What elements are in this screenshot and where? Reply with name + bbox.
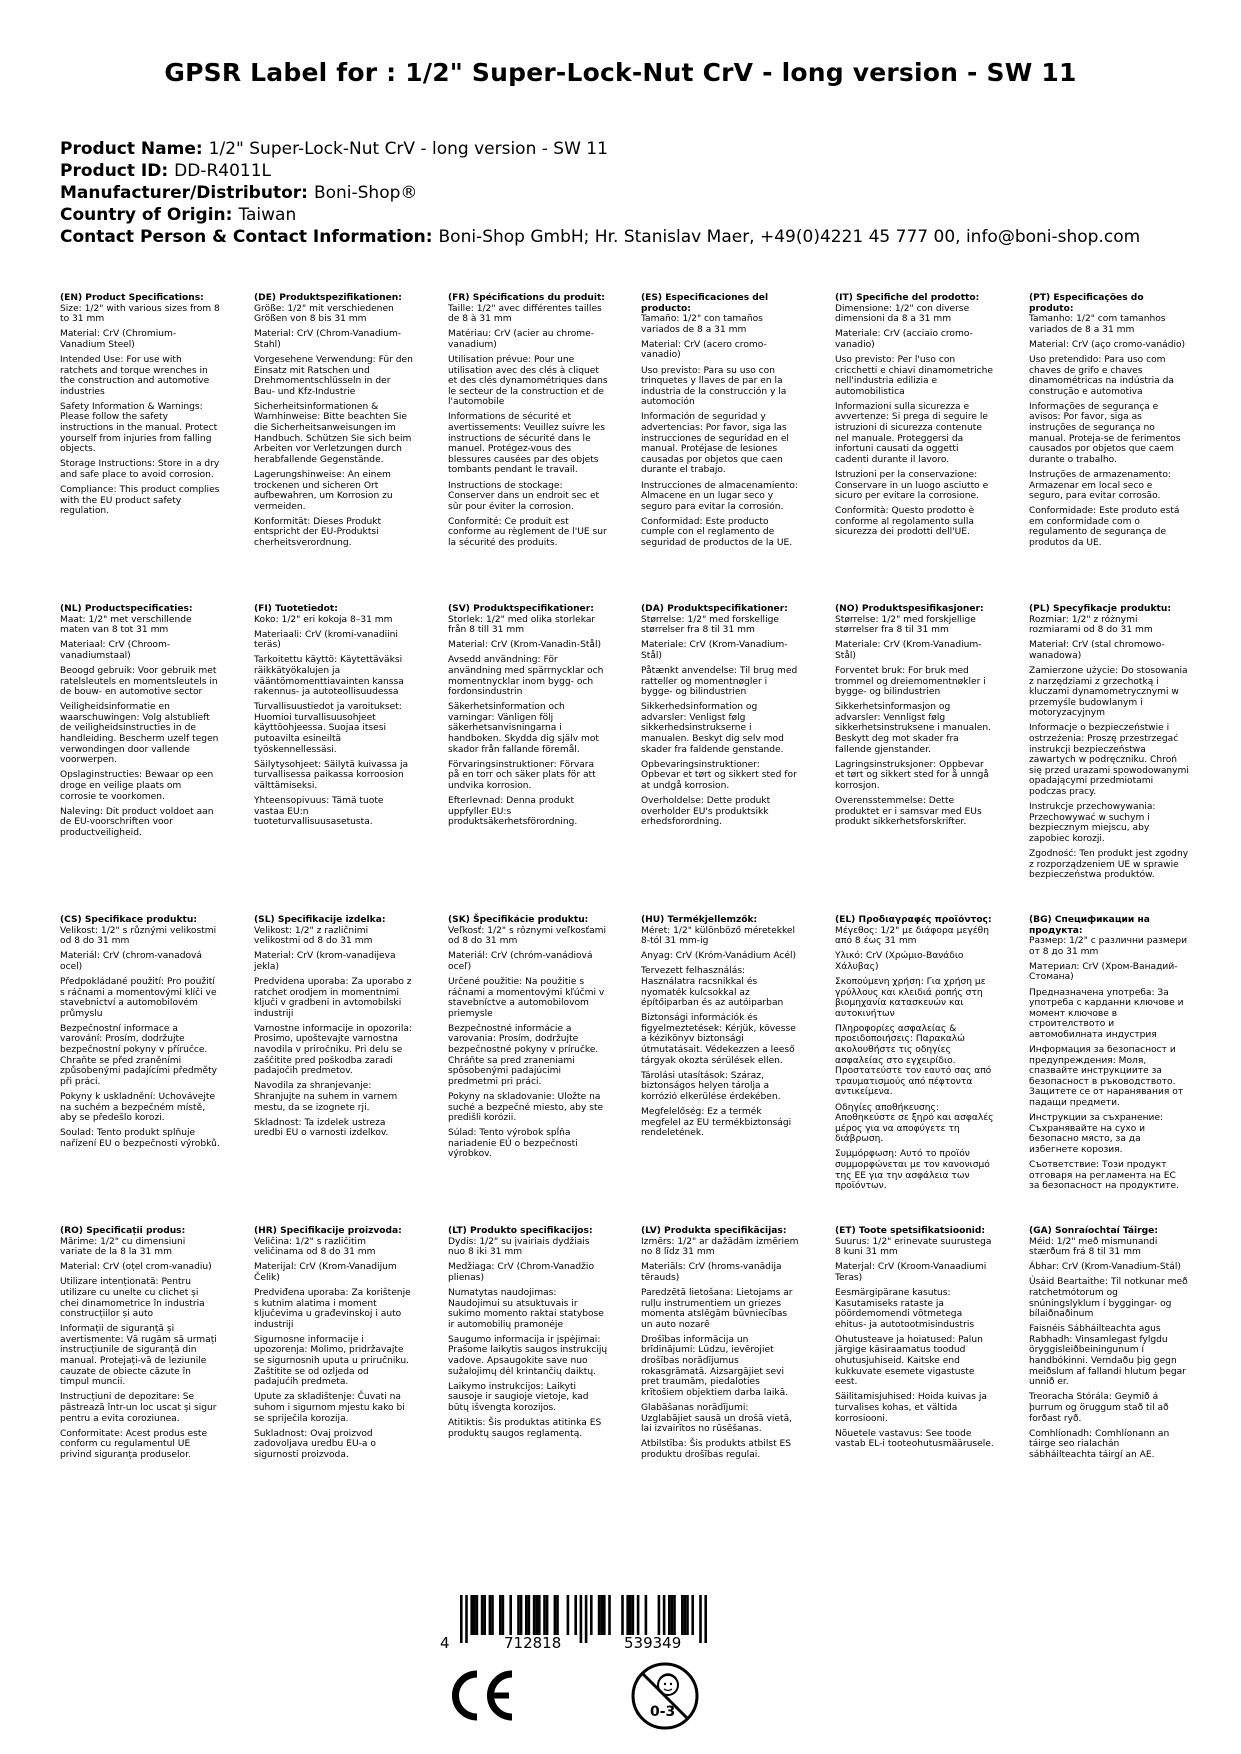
spec-block (448, 293, 608, 553)
spec-paragraph: Predvidena uporaba: Za uporabo z ratchet orodjem in momentnimi ključi v gradbeni in avtomobilski industriji (254, 976, 412, 1019)
spec-paragraph: Informații de siguranță și avertismente: Vă rugăm să urmați instrucțiunile de siguranță din manual. Protejați-vă de leziunile cauzate de obiecte căzute în timpul muncii. (60, 1324, 217, 1388)
spec-paragraph: Informations de sécurité et avertissements: Veuillez suivre les instructions de sécurité dans le manuel. Protégez-vous des blessures causées par des objets tombants pendant le travail. (448, 412, 605, 476)
spec-paragraph: Lagringsinstruksjoner: Oppbevar et tørt og sikkert sted for å unngå korrosjon. (835, 759, 989, 791)
spec-paragraph: Izmērs: 1/2" ar dažādām izmēriem no 8 līdz 31 mm (641, 1236, 799, 1258)
label-title: GPSR Label for : 1/2" Super-Lock-Nut CrV - long version - SW 11 (164, 58, 1077, 87)
spec-paragraph: Informacje o bezpieczeństwie i ostrzeżenia: Proszę przestrzegać instrukcji bezpieczeństwa zawartych w podręczniku. Chroń się przed urazami spowodowanymi opadającymi przedmiotami podczas pracy. (1029, 723, 1189, 797)
spec-paragraph: Maat: 1/2" met verschillende maten van 8 tot 31 mm (60, 614, 192, 636)
spec-block (641, 293, 801, 553)
barcode-bar (476, 1595, 479, 1635)
spec-paragraph: Rozmiar: 1/2" z różnymi rozmiarami od 8 do 31 mm (1029, 614, 1153, 636)
spec-paragraph: Vorgesehene Verwendung: Für den Einsatz mit Ratschen und Drehmomentschlüsseln in der Bau- und Kfz-Industrie (254, 354, 413, 397)
spec-block (254, 293, 414, 553)
spec-paragraph: Veiligheidsinformatie en waarschuwingen: Volg alstublieft de veiligheidsinstructies in de handleiding. Bescherm uzelf tegen verwondingen door vallende voorwerpen. (60, 702, 219, 766)
product-info (60, 138, 1200, 248)
spec-block (448, 915, 608, 1164)
barcode-bar (684, 1595, 687, 1635)
spec-block (448, 604, 608, 832)
spec-paragraph: Faisnéis Sábháilteachta agus Rabhadh: Vinsamlegast fylgdu öryggisleiðbeiningunum í handbókinni. Verndaðu þig gegn meiðslum af fallandi hlutum þegar unnið er. (1029, 1324, 1186, 1388)
spec-paragraph: Материал: CrV (Хром-Ванадий-Стомана) (1029, 961, 1178, 983)
spec-paragraph: Tamaño: 1/2" con tamaños variados de 8 a 31 mm (641, 314, 763, 335)
spec-paragraph: Anyag: CrV (Króm-Vanádium Acél) (641, 951, 797, 962)
info-label: Contact Person & Contact Information: (60, 227, 433, 247)
spec-paragraph: Konformität: Dieses Produkt entspricht der EU-Produktsi cherheitsverordnung. (254, 516, 382, 548)
spec-paragraph: Opslaginstructies: Bewaar op een droge en veilige plaats om corrosie te voorkomen. (60, 770, 214, 802)
spec-paragraph: Uso pretendido: Para uso com chaves de grifo e chaves dinamométricas na indústria da construção e automotiva (1029, 354, 1174, 397)
barcode-bar (704, 1595, 707, 1643)
spec-paragraph: Suurus: 1/2" erinevate suurustega 8 kuni 31 mm (835, 1236, 992, 1258)
spec-heading: (ET) Toote spetsifikatsioonid: (835, 1226, 986, 1236)
spec-paragraph: Sigurnosne informacije i upozorenja: Molimo, pridržavajte se sigurnosnih uputa u priručniku. Zaštitite se od ozljeda od padajućih predmeta. (254, 1334, 410, 1388)
barcode-bar (509, 1595, 512, 1635)
barcode-bar (546, 1595, 549, 1635)
info-label: Manufacturer/Distributor: (60, 183, 308, 203)
spec-heading: (PT) Especificações do produto: (1029, 293, 1144, 314)
spec-paragraph: Предназначена употреба: За употреба с карданни ключове и момент ключове в строителството и автомобилната индустрия (1029, 987, 1184, 1040)
spec-heading: (EL) Προδιαγραφές προϊόντος: (835, 915, 992, 925)
spec-paragraph: Intended Use: For use with ratchets and torque wrenches in the construction and automotive industries (60, 354, 210, 397)
barcode-bar (637, 1595, 640, 1635)
spec-paragraph: Bezpečnostné informácie a varovania: Prosím, dodržujte bezpečnostné pokyny v príručke. Chráňte sa pred zraneniami spôsobenými padajúcimi predmetmi pri práci. (448, 1023, 599, 1087)
spec-paragraph: Méret: 1/2" különböző méretekkel 8-tól 31 mm-ig (641, 925, 796, 947)
barcode-bar (590, 1595, 593, 1635)
spec-paragraph: Conformità: Questo prodotto è conforme al regolamento sulla sicurezza dei prodotti dell'UE. (835, 506, 975, 538)
spec-paragraph: Materiāls: CrV (hroms-vanādija tērauds) (641, 1262, 782, 1283)
spec-block (1029, 1226, 1189, 1465)
spec-paragraph: Atbilstība: Šis produkts atbilst ES produktu drošības regulai. (641, 1439, 792, 1460)
info-value: Boni-Shop GmbH; Hr. Stanislav Maer, +49(0)4221 45 777 00, info@boni-shop.com (438, 227, 1141, 247)
spec-paragraph: Materjal: CrV (Kroom-Vanaadiumi Teras) (835, 1262, 987, 1283)
info-line (60, 204, 1200, 226)
spec-paragraph: Pokyny na skladovanie: Uložte na suché a bezpečné miesto, aby ste predišli korózii. (448, 1091, 604, 1124)
info-line (60, 138, 1200, 160)
spec-paragraph: Πληροφορίες ασφαλείας & προειδοποιήσεις: Παρακαλώ ακολουθήστε τις οδηγίες ασφαλείας στο εγχειρίδιο. Προστατεύστε τον εαυτό σας από τραυματισμούς από πέφτοντα αντικείμενα. (835, 1023, 992, 1098)
spec-block (835, 915, 995, 1196)
spec-paragraph: Koko: 1/2" eri kokoja 8–31 mm (254, 614, 393, 625)
spec-heading: (IT) Specifiche del prodotto: (835, 293, 980, 303)
ce-mark-icon (450, 1668, 518, 1723)
spec-paragraph: Materiale: CrV (Krom-Vanadium-Stål) (641, 640, 788, 661)
barcode-bar (629, 1595, 632, 1635)
spec-paragraph: Naleving: Dit product voldoet aan de EU-voorschriften voor productveiligheid. (60, 806, 214, 838)
spec-paragraph: Beoogd gebruik: Voor gebruik met ratelsleutels en momentsleutels in de bouw- en automotive sector (60, 665, 218, 698)
spec-paragraph: Uso previsto: Per l'uso con cricchetti e chiavi dinamometriche nell'industria edilizia e automobilistica (835, 354, 994, 397)
spec-paragraph: Sikkerhetsinformasjon og advarsler: Vennligst følg sikkerhetsinstruksene i manualen. Beskytt deg mot skader fra fallende gjenstander. (835, 702, 991, 755)
barcode-bar (632, 1595, 635, 1635)
barcode-bar (608, 1595, 611, 1635)
spec-heading: (FI) Tuotetiedot: (254, 604, 338, 614)
spec-paragraph: Safety Information & Warnings: Please follow the safety instructions in the manual. Protect yourself from injuries from falling objects. (60, 401, 218, 455)
not-for-children-0-3-icon (630, 1661, 700, 1731)
specifications-grid (60, 293, 1210, 1513)
spec-heading: (LV) Produkta specifikācijas: (641, 1226, 787, 1236)
spec-paragraph: Materiale: CrV (Krom-Vanadium-Stål) (835, 640, 982, 661)
spec-paragraph: Instructions de stockage: Conserver dans un endroit sec et sûr pour éviter la corrosion. (448, 480, 600, 512)
spec-paragraph: Utilizare intenționată: Pentru utilizare cu unelte cu clichet și chei dinamometrice în industria construcțiilor și auto (60, 1277, 205, 1320)
spec-paragraph: Treoracha Stórála: Geymið á þurrum og öruggum stað til að forðast ryð. (1029, 1392, 1169, 1424)
spec-heading: (SV) Produktspecifikationer: (448, 604, 594, 614)
spec-paragraph: Conformitate: Acest produs este conform cu regulamentul UE privind siguranța produselor. (60, 1428, 208, 1460)
barcode-bar (554, 1595, 557, 1635)
spec-paragraph: Atitiktis: Šis produktas atitinka ES produktų saugos reglamentą. (448, 1418, 602, 1439)
spec-paragraph: Veľkosť: 1/2" s rôznymi veľkosťami od 8 do 31 mm (448, 925, 607, 947)
spec-paragraph: Overholdelse: Dette produkt overholder EU's produktsikk erhedsforordning. (641, 796, 771, 828)
spec-heading: (HU) Termékjellemzők: (641, 915, 758, 925)
spec-heading: (DE) Produktspezifikationen: (254, 293, 402, 303)
spec-paragraph: Tarkoitettu käyttö: Käytettäväksi räikkätyökalujen ja vääntömomenttiavainten kanssa rakennus- ja autoteollisuudessa (254, 655, 404, 698)
spec-paragraph: Určené použitie: Na použitie s ráčnami a momentovými kľúčmi v stavebníctve a automobilovom priemysle (448, 976, 605, 1019)
barcode-bar (580, 1595, 583, 1643)
barcode-bar (699, 1595, 702, 1643)
spec-paragraph: Materiál: CrV (chróm-vanádiová oceľ) (448, 951, 593, 972)
spec-paragraph: Avsedd användning: För användning med spärrnycklar och momentnycklar inom bygg- och fordonsindustrin (448, 655, 604, 698)
barcode-bar (470, 1595, 473, 1635)
spec-heading: (DA) Produktspecifikationer: (641, 604, 788, 614)
info-line (60, 160, 1200, 182)
spec-paragraph: Glabāšanas norādījumi: Uzglabājiet sausā un drošā vietā, lai izvairītos no rūsēšanas. (641, 1402, 793, 1435)
barcode-digit-first: 4 (440, 1634, 450, 1652)
info-label: Product Name: (60, 139, 203, 159)
spec-paragraph: Säilitamisjuhised: Hoida kuivas ja turvalises kohas, et vältida korrosiooni. (835, 1392, 987, 1424)
spec-paragraph: Matériau: CrV (acier au chrome-vanadium) (448, 329, 595, 350)
spec-paragraph: Size: 1/2" with various sizes from 8 to 31 mm (60, 303, 220, 325)
spec-paragraph: Sukladnost: Ovaj proizvod zadovoljava uredbu EU-a o sigurnosti proizvoda. (254, 1428, 376, 1460)
spec-paragraph: Materiale: CrV (acciaio cromo-vanadio) (835, 329, 973, 350)
spec-block (60, 1226, 220, 1465)
barcode-bar (681, 1595, 684, 1635)
spec-heading: (LT) Produkto specifikacijos: (448, 1226, 593, 1236)
age-label: 0-3 (650, 1704, 676, 1720)
spec-block (254, 915, 414, 1143)
spec-paragraph: Yhteensopivuus: Tämä tuote vastaa EU:n tuoteturvallisuusasetusta. (254, 796, 384, 828)
spec-paragraph: Storage Instructions: Store in a dry and safe place to avoid corrosion. (60, 459, 220, 480)
barcode-bar (473, 1595, 476, 1635)
spec-paragraph: Méid: 1/2" með mismunandi stærðum frá 8 til 31 mm (1029, 1236, 1158, 1258)
spec-paragraph: Velikost: 1/2" z različnimi velikostmi od 8 do 31 mm (254, 925, 373, 947)
spec-paragraph: Comhlíonadh: Comhlíonann an táirge seo rialachán sábháilteachta táirgí an AE. (1029, 1428, 1170, 1460)
spec-heading: (FR) Spécifications du produit: (448, 293, 605, 303)
barcode-bar (520, 1595, 523, 1635)
spec-block (1029, 915, 1189, 1196)
spec-paragraph: Sicherheitsinformationen & Warnhinweise: Bitte beachten Sie die Sicherheitsanweisungen im Handbuch. Schützen Sie sich beim Arbeiten vor Verletzungen durch herabfallende Gegenstände. (254, 401, 412, 465)
spec-paragraph: Dimensione: 1/2" con diverse dimensioni da 8 a 31 mm (835, 303, 970, 325)
barcode-bar (686, 1595, 689, 1635)
spec-paragraph: Compliance: This product complies with the EU product safety regulation. (60, 485, 220, 517)
spec-paragraph: Zgodność: Ten produkt jest zgodny z rozporządzeniem UE w sprawie bezpieczeństwa produktów. (1029, 848, 1189, 881)
barcode-bar (489, 1595, 492, 1635)
spec-paragraph: Nõuetele vastavus: See toode vastab EL-i tooteohutusmäärusele. (835, 1428, 994, 1450)
barcode-bar (691, 1595, 694, 1635)
spec-paragraph: Pokyny k uskladnění: Uchovávejte na suchém a bezpečném místě, aby se předešlo korozi. (60, 1091, 216, 1124)
spec-paragraph: Megfelelőség: Ez a termék megfelel az EU termékbiztonsági rendeletének. (641, 1107, 792, 1139)
spec-paragraph: Uso previsto: Para su uso con trinquetes y llaves de par en la industria de la construcción y la automoción (641, 365, 787, 408)
spec-heading: (NL) Productspecificaties: (60, 604, 193, 614)
spec-paragraph: Skladnost: Ta izdelek ustreza uredbi EU o varnosti izdelkov. (254, 1117, 389, 1139)
barcode-digits-right: 539349 (624, 1634, 682, 1652)
spec-paragraph: Medžiaga: CrV (Chrom-Vanadžio plienas) (448, 1262, 595, 1283)
barcode-bar (668, 1595, 671, 1635)
spec-paragraph: Instrukcje przechowywania: Przechowywać w suchym i bezpiecznym miejscu, aby zapobiec korozji. (1029, 802, 1156, 844)
spec-paragraph: Súlad: Tento výrobok spĺňa nariadenie EÚ o bezpečnosti výrobkov. (448, 1128, 578, 1160)
spec-block (254, 1226, 414, 1465)
spec-paragraph: Conformidade: Este produto está em conformidade com o regulamento de segurança de produtos da UE. (1029, 506, 1180, 548)
spec-paragraph: Størrelse: 1/2" med forskjellige størrelser fra 8 til 31 mm (835, 614, 976, 636)
spec-paragraph: Eesmärgipärane kasutus: Kasutamiseks rataste ja pöördemomendi võtmetega ehitus- ja autotootmisindustris (835, 1287, 975, 1330)
barcode-bar (481, 1595, 484, 1635)
spec-paragraph: Säkerhetsinformation och varningar: Vänligen följ säkerhetsanvisningarna i handboken. Skydda dig själv mot skador från fallande föremål. (448, 702, 599, 755)
spec-paragraph: Instruções de armazenamento: Armazenar em local seco e seguro, para evitar corrosão. (1029, 469, 1171, 502)
spec-heading: (NO) Produktspesifikasjoner: (835, 604, 984, 614)
spec-paragraph: Tamanho: 1/2" com tamanhos variados de 8 a 31 mm (1029, 314, 1166, 335)
spec-paragraph: Bezpečnostní informace a varování: Prosím, dodržujte bezpečnostní pokyny v příručce. Chraňte se před zraněními způsobenými padajícími předměty při práci. (60, 1023, 218, 1087)
spec-paragraph: Saugumo informacija ir įspėjimai: Prašome laikytis saugos instrukcijų vadove. Apsaugokite save nuo sužalojimų dėl krintančių daiktų. (448, 1334, 608, 1377)
spec-paragraph: Dydis: 1/2" su įvairiais dydžiais nuo 8 iki 31 mm (448, 1236, 590, 1258)
spec-paragraph: Informazioni sulla sicurezza e avvertenze: Si prega di seguire le istruzioni di sicurezza contenute nel manuale. Proteggersi da infortuni causati da oggetti cadenti durante il lavoro. (835, 401, 988, 465)
barcode-digits-left: 712818 (504, 1634, 562, 1652)
spec-paragraph: Materiál: CrV (chrom-vanadová ocel) (60, 951, 202, 972)
spec-paragraph: Instrucciones de almacenamiento: Almacene en un lugar seco y seguro para evitar la corrosión. (641, 480, 798, 512)
barcode-bar (567, 1595, 570, 1635)
barcode-bar (499, 1595, 502, 1635)
spec-paragraph: Mărime: 1/2" cu dimensiuni variate de la 8 la 31 mm (60, 1236, 186, 1258)
spec-paragraph: Úsáid Beartaithe: Til notkunar með ratchetmótorum og snúningslyklum í byggingar- og bílaiðnaðinum (1029, 1277, 1188, 1320)
spec-block (60, 915, 220, 1154)
spec-paragraph: Taille: 1/2" avec différentes tailles de 8 à 31 mm (448, 303, 602, 325)
spec-paragraph: Storlek: 1/2" med olika storlekar från 8 till 31 mm (448, 614, 596, 636)
spec-block (254, 604, 414, 832)
barcode-bars (440, 1595, 740, 1643)
barcode-bar (626, 1595, 629, 1635)
spec-paragraph: Förvaringsinstruktioner: Förvara på en torr och säker plats för att undvika korrosion. (448, 759, 596, 791)
barcode-bar (502, 1595, 505, 1635)
barcode-bar (658, 1595, 661, 1635)
barcode-bar (574, 1595, 577, 1635)
spec-paragraph: Varnostne informacije in opozorila: Prosimo, upoštevajte varnostna navodila v priročniku. Pri delu se zaščitite pred poškodba zaradi padajočih predmetov. (254, 1023, 412, 1077)
barcode-bar (543, 1595, 546, 1635)
spec-paragraph: Conformidad: Este producto cumple con el reglamento de seguridad de productos de la UE. (641, 516, 793, 548)
info-line (60, 182, 1200, 204)
spec-heading: (SK) Špecifikácie produktu: (448, 915, 589, 925)
barcode-bar (671, 1595, 674, 1635)
spec-heading: (EN) Product Specifications: (60, 293, 204, 303)
barcode-bar (533, 1595, 536, 1635)
spec-block (1029, 604, 1189, 885)
spec-paragraph: Overensstemmelse: Dette produktet er i samsvar med EUs produkt sikkerhetsforskrifter. (835, 796, 982, 828)
spec-block (448, 1226, 608, 1444)
info-value: Boni-Shop® (313, 183, 418, 203)
spec-block (641, 604, 801, 832)
spec-paragraph: Materiał: CrV (stal chromowo-wanadowa) (1029, 640, 1165, 661)
barcode-bar (585, 1595, 588, 1643)
spec-heading: (CS) Specifikace produktu: (60, 915, 197, 925)
spec-paragraph: Μέγεθος: 1/2" με διάφορα μεγέθη από 8 έως 31 mm (835, 925, 989, 947)
spec-paragraph: Ábhar: CrV (Krom-Vanadium-Stál) (1029, 1262, 1181, 1273)
barcode-bar (556, 1595, 559, 1635)
barcode-bar (663, 1595, 666, 1635)
spec-paragraph: Tervezett felhasználás: Használatra racsnikkal és nyomaték kulcsokkal az építőiparban és az autóiparban (641, 966, 784, 1009)
barcode-bar (483, 1595, 486, 1635)
spec-paragraph: Información de seguridad y advertencias: Por favor, siga las instrucciones de seguridad en el manual. Protéjase de lesiones causadas por objetos que caen durante el trabajo. (641, 412, 789, 476)
spec-paragraph: Opbevaringsinstruktioner: Opbevar et tørt og sikkert sted for at undgå korrosion. (641, 759, 797, 791)
spec-paragraph: Efterlevnad: Denna produkt uppfyller EU:s produktsäkerhetsförordning. (448, 796, 578, 828)
spec-heading: (BG) Спецификации на продукта: (1029, 915, 1150, 936)
barcode-bar (465, 1595, 468, 1643)
spec-paragraph: Materiaal: CrV (Chroom-vanadiumstaal) (60, 640, 171, 661)
spec-paragraph: Informações de segurança e avisos: Por favor, siga as instruções de segurança no manual. Proteja-se de ferimentos causados por objetos que caem durante o trabalho. (1029, 401, 1181, 465)
barcode-bar (673, 1595, 676, 1635)
spec-heading: (HR) Specifikacije proizvoda: (254, 1226, 402, 1236)
spec-block (641, 915, 801, 1143)
spec-paragraph: Zamierzone użycie: Do stosowania z narzędziami z grzechotką i kluczami dynamometrycznymi w przemyśle budowlanym i motoryzacyjnym (1029, 665, 1188, 719)
spec-paragraph: Οδηγίες αποθήκευσης: Αποθηκεύστε σε ξηρό και ασφαλές μέρος για να αποφύγετε τη διάβρωση. (835, 1102, 994, 1145)
spec-paragraph: Material: CrV (aço cromo-vanádio) (1029, 339, 1186, 350)
spec-paragraph: Material: CrV (krom-vanadijeva jekla) (254, 951, 396, 972)
barcode-bar (598, 1595, 601, 1635)
barcode-bar (517, 1595, 520, 1635)
spec-paragraph: Předpokládané použití: Pro použití s ráčnami a momentovými klíči ve stavebnictví a automobilovém průmyslu (60, 976, 217, 1019)
barcode-bar (535, 1595, 538, 1635)
info-value: 1/2" Super-Lock-Nut CrV - long version - SW 11 (208, 139, 608, 159)
spec-paragraph: Material: CrV (acero cromo-vanadio) (641, 339, 767, 361)
spec-paragraph: Lagerungshinweise: An einem trockenen und sicheren Ort aufbewahren, um Korrosion zu vermeiden. (254, 469, 393, 512)
spec-paragraph: Predviđena uporaba: Za korištenje s kutnim alatima i moment ključevima u građevinskoj i auto industriji (254, 1287, 411, 1330)
spec-block (835, 293, 995, 542)
spec-paragraph: Laikymo instrukcijos: Laikyti sausoje ir saugioje vietoje, kad būtų išvengta korozijos. (448, 1381, 589, 1413)
spec-paragraph: Conformité: Ce produit est conforme au règlement de l'UE sur la sécurité des produits. (448, 516, 607, 548)
spec-paragraph: Størrelse: 1/2" med forskellige størrelser fra 8 til 31 mm (641, 614, 779, 636)
barcode-bar (538, 1595, 541, 1635)
barcode-bar (525, 1595, 528, 1635)
spec-paragraph: Instrucțiuni de depozitare: Se păstrează într-un loc uscat și sigur pentru a evita coroziunea. (60, 1392, 217, 1424)
spec-paragraph: Säilytysohjeet: Säilytä kuivassa ja turvallisessa paikassa korroosion välttämiseksi. (254, 759, 409, 791)
spec-paragraph: Paredzētā lietošana: Lietojams ar rulļu instrumentiem un griezes momenta atslēgām būvniecības un auto nozarē (641, 1287, 793, 1330)
spec-paragraph: Turvallisuustiedot ja varoitukset: Huomioi turvallisuusohjeet käyttöohjeessa. Suojaa itsesi putoavilta esineiltä työskennellessäsi. (254, 702, 402, 755)
info-value: Taiwan (238, 205, 297, 225)
spec-paragraph: Biztonsági információk és figyelmeztetések: Kérjük, kövesse a kézikönyv biztonsági útmutatásait. Védekezzen a leeső tárgyak okozta sérülések ellen. (641, 1013, 796, 1066)
spec-heading: (PL) Specyfikacje produktu: (1029, 604, 1171, 614)
spec-paragraph: Ohutusteave ja hoiatused: Palun järgige käsiraamatus toodud ohutusjuhiseid. Kaitske end kukkuvate esemete vigastuste eest. (835, 1334, 983, 1388)
spec-block (60, 293, 220, 521)
spec-paragraph: Veličina: 1/2" s različitim veličinama od 8 do 31 mm (254, 1236, 376, 1258)
spec-paragraph: Σκοπούμενη χρήση: Για χρήση με γρύλλους και κλειδιά ροπής στη βιομηχανία κατασκευών και αυτοκινήτων (835, 976, 986, 1019)
spec-paragraph: Velikost: 1/2" s různými velikostmi od 8 do 31 mm (60, 925, 217, 947)
spec-paragraph: Drošības informācija un brīdinājumi: Lūdzu, ievērojiet drošības norādījumus rokasgrāmatā. Aizsargājiet sevi pret traumām, piedaloties krītošiem objektiem darba laikā. (641, 1334, 789, 1398)
barcode-bar (603, 1595, 606, 1635)
spec-paragraph: Größe: 1/2" mit verschiedenen Größen von 8 bis 31 mm (254, 303, 394, 325)
spec-paragraph: Material: CrV (Chrom-Vanadium-Stahl) (254, 329, 402, 350)
spec-paragraph: Tárolási utasítások: Száraz, biztonságos helyen tárolja a korrózió elkerülése érdekében. (641, 1070, 781, 1102)
spec-paragraph: Sikkerhedsinformation og advarsler: Venligst følg sikkerhedsinstrukserne i manualen. Beskyt dig selv mod skader fra faldende genstande. (641, 702, 784, 755)
barcode-bar (645, 1595, 648, 1635)
spec-paragraph: Istruzioni per la conservazione: Conservare in un luogo asciutto e sicuro per evitare la corrosione. (835, 469, 989, 502)
spec-block (1029, 293, 1189, 553)
spec-paragraph: Material: CrV (Chromium-Vanadium Steel) (60, 329, 177, 350)
spec-block (835, 1226, 995, 1454)
barcode-bar (621, 1595, 624, 1635)
spec-paragraph: Materiaali: CrV (kromi-vanadiini teräs) (254, 629, 398, 651)
spec-paragraph: Съответствие: Този продукт отговаря на регламента на ЕС за безопасност на продуктите. (1029, 1159, 1179, 1192)
info-label: Product ID: (60, 161, 169, 181)
spec-heading: (RO) Specificații produs: (60, 1226, 186, 1236)
barcode-bar (600, 1595, 603, 1635)
info-value: DD-R4011L (174, 161, 272, 181)
spec-paragraph: Forventet bruk: For bruk med trommel og dreiemomentnøkler i bygge- og bilindustrien (835, 665, 986, 698)
spec-paragraph: Numatytas naudojimas: Naudojimui su atsuktuvais ir sukimo momento raktai statybose ir automobilių pramonėje (448, 1287, 604, 1330)
barcode-bar (460, 1595, 463, 1643)
spec-paragraph: Υλικό: CrV (Χρώμιο-Βανάδιο Χάλυβας) (835, 951, 964, 972)
spec-paragraph: Soulad: Tento produkt splňuje nařízení EU o bezpečnosti výrobků. (60, 1128, 220, 1149)
spec-paragraph: Utilisation prévue: Pour une utilisation avec des clés à cliquet et des clés dynamométriques dans le secteur de la construction et de l'automobile (448, 354, 608, 408)
spec-paragraph: Размер: 1/2" с различни размери от 8 до 31 mm (1029, 936, 1188, 957)
spec-paragraph: Materijal: CrV (Krom-Vanadijum Čelik) (254, 1262, 397, 1283)
spec-paragraph: Navodila za shranjevanje: Shranjujte na suhem in varnem mestu, da se izognete rji. (254, 1081, 398, 1113)
spec-heading: (GA) Sonraíochtaí Táirge: (1029, 1226, 1158, 1236)
spec-block (641, 1226, 801, 1465)
info-label: Country of Origin: (60, 205, 233, 225)
spec-block (835, 604, 995, 832)
barcode-bar (491, 1595, 494, 1635)
spec-heading: (SL) Specifikacije izdelka: (254, 915, 386, 925)
spec-block (60, 604, 220, 843)
spec-heading: (ES) Especificaciones del producto: (641, 293, 769, 314)
spec-paragraph: Συμμόρφωση: Αυτό το προϊόν συμμορφώνεται με τον κανονισμό της ΕΕ για την ασφάλεια των προϊόντων. (835, 1149, 990, 1192)
barcode-bar (528, 1595, 531, 1635)
info-line (60, 226, 1200, 248)
spec-paragraph: Material: CrV (oțel crom-vanadiu) (60, 1262, 212, 1273)
spec-paragraph: Инструкции за съхранение: Съхранявайте на сухо и безопасно място, за да избегнете корозия. (1029, 1113, 1164, 1155)
spec-paragraph: Material: CrV (Krom-Vanadin-Stål) (448, 640, 602, 651)
spec-paragraph: Upute za skladištenje: Čuvati na suhom i sigurnom mjestu kako bi se spriječila korozija. (254, 1392, 405, 1424)
spec-paragraph: Påtænkt anvendelse: Til brug med ratteller og momentnøgler i bygge- og bilindustrien (641, 665, 798, 698)
spec-paragraph: Информация за безопасност и предупреждения: Моля, спазвайте инструкциите за безопасност в ръководството. Защитете се от наранявания от падащи предмети. (1029, 1045, 1184, 1108)
